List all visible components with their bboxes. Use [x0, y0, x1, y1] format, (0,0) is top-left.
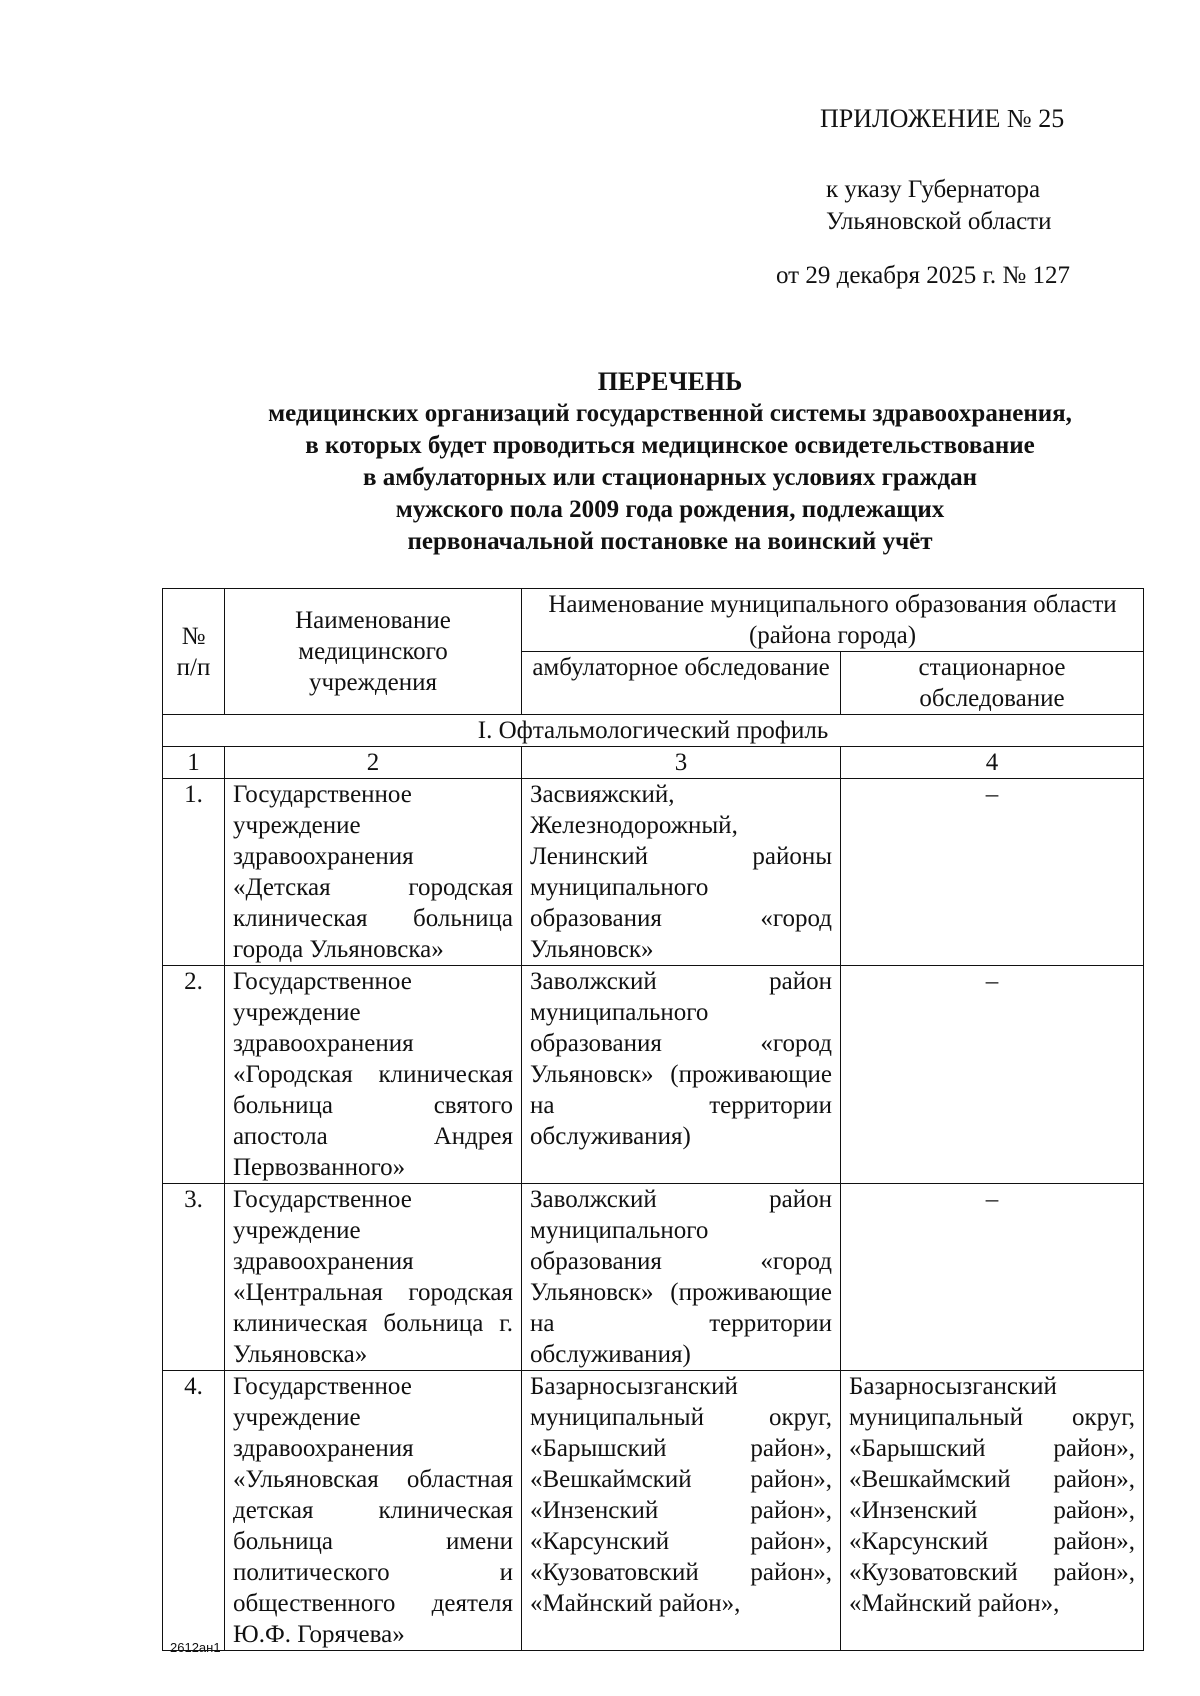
table-row — [163, 779, 1144, 966]
header-municipality: Наименование муниципального образования области (района города) — [522, 589, 1144, 652]
header-outpatient: амбулаторное обследование — [522, 652, 841, 715]
row-number: 4. — [163, 1371, 225, 1651]
decree-line-1: к указу Губернатора — [826, 176, 1041, 203]
appendix-label: ПРИЛОЖЕНИЕ № 25 — [820, 104, 1065, 133]
title-line-3: в амбулаторных или стационарных условиях граждан — [362, 464, 977, 491]
document-title — [150, 366, 1190, 558]
document-code: 2612ан1 — [170, 1640, 221, 1655]
section-row — [163, 715, 1144, 747]
decree-reference — [826, 174, 1051, 238]
column-index: 3 — [522, 747, 841, 779]
table-row — [163, 1371, 1144, 1651]
outpatient-area: Базарносызганский муниципальный округ, «Барышский район», «Вешкаймский район», «Инзенский район», «Карсунский район», «Кузоватовский район», «Майнский район», — [522, 1371, 841, 1651]
organizations-table — [162, 588, 1144, 1651]
institution-name: Государственное учреждение здравоохранения «Детская городская клиническая больница города Ульяновска» — [225, 779, 522, 966]
inpatient-area: – — [841, 966, 1144, 1184]
column-index: 1 — [163, 747, 225, 779]
column-index: 2 — [225, 747, 522, 779]
outpatient-area: Засвияжский, Железнодорожный, Ленинский районы муниципального образования «город Ульяновск» — [522, 779, 841, 966]
institution-name: Государственное учреждение здравоохранения «Ульяновская областная детская клиническая больница имени политического и общественного деятеля Ю.Ф. Горячева» — [225, 1371, 522, 1651]
table-row — [163, 1184, 1144, 1371]
table-header-row — [163, 589, 1144, 652]
header-inpatient: стационарное обследование — [841, 652, 1144, 715]
row-number: 2. — [163, 966, 225, 1184]
outpatient-area: Заволжский район муниципального образования «город Ульяновск» (проживающие на территории обслуживания) — [522, 966, 841, 1184]
decree-line-2: Ульяновской области — [826, 208, 1052, 235]
outpatient-area: Заволжский район муниципального образования «город Ульяновск» (проживающие на территории обслуживания) — [522, 1184, 841, 1371]
column-index: 4 — [841, 747, 1144, 779]
title-line-1: медицинских организаций государственной системы здравоохранения, — [268, 400, 1072, 427]
inpatient-area: – — [841, 1184, 1144, 1371]
row-number: 1. — [163, 779, 225, 966]
section-title: I. Офтальмологический профиль — [163, 715, 1144, 747]
title-line-5: первоначальной постановке на воинский учёт — [407, 528, 933, 555]
decree-date: от 29 декабря 2025 г. № 127 — [776, 262, 1071, 289]
institution-name: Государственное учреждение здравоохранения «Городская клиническая больница святого апостола Андрея Первозванного» — [225, 966, 522, 1184]
title-line-2: в которых будет проводиться медицинское освидетельствование — [305, 432, 1035, 459]
row-number: 3. — [163, 1184, 225, 1371]
title-line-4: мужского пола 2009 года рождения, подлежащих — [395, 496, 945, 523]
column-index-row — [163, 747, 1144, 779]
inpatient-area: Базарносызганский муниципальный округ, «Барышский район», «Вешкаймский район», «Инзенский район», «Карсунский район», «Кузоватовский район», «Майнский район», — [841, 1371, 1144, 1651]
table-row — [163, 966, 1144, 1184]
header-institution: Наименование медицинского учреждения — [225, 589, 522, 715]
inpatient-area: – — [841, 779, 1144, 966]
header-number: № п/п — [163, 589, 225, 715]
institution-name: Государственное учреждение здравоохранения «Центральная городская клиническая больница г. Ульяновска» — [225, 1184, 522, 1371]
title-main: ПЕРЕЧЕНЬ — [597, 367, 743, 396]
